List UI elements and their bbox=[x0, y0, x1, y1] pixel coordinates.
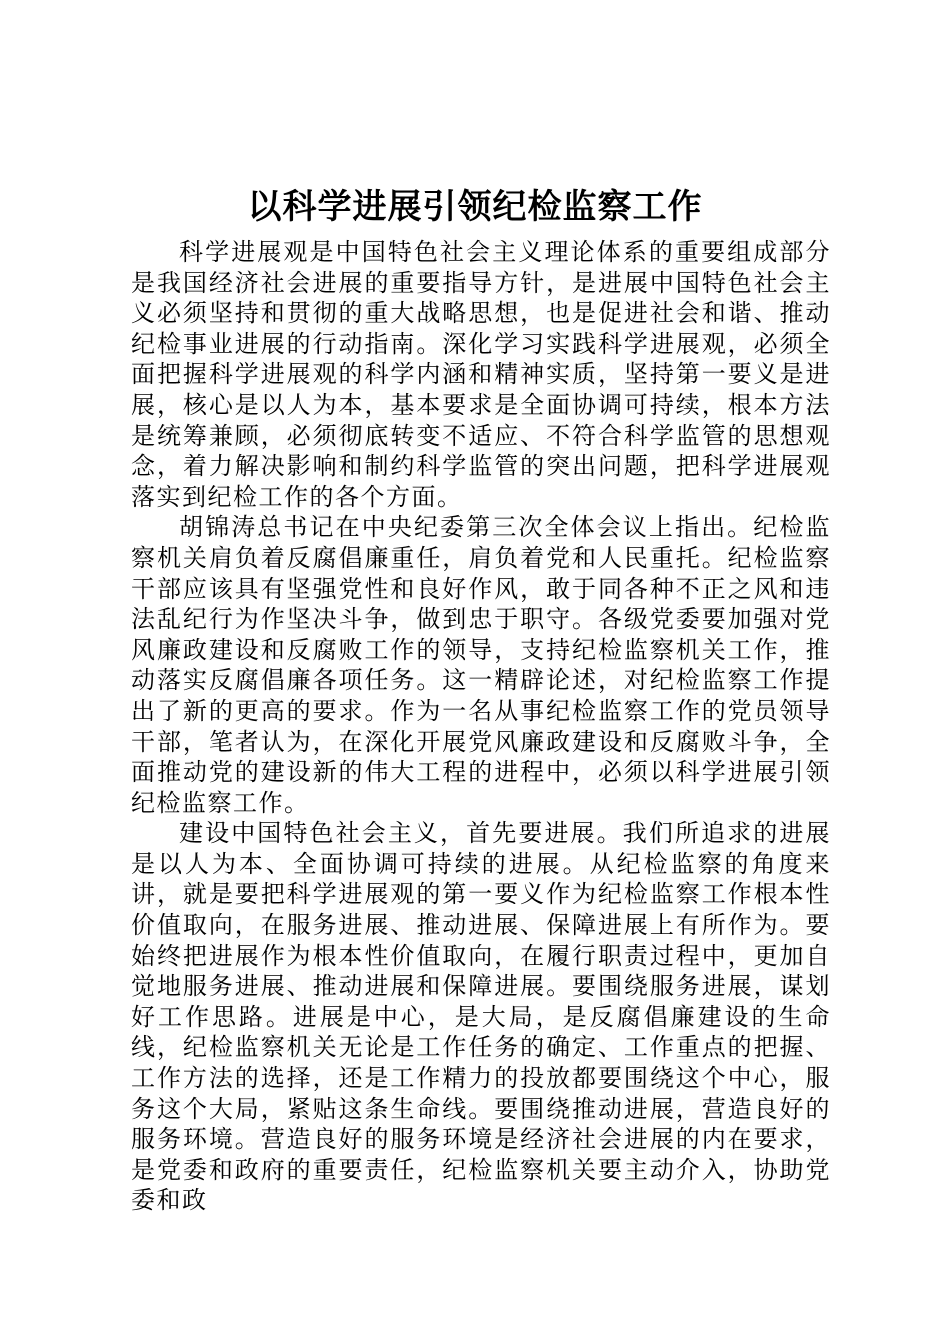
paragraph-2: 胡锦涛总书记在中央纪委第三次全体会议上指出。纪检监察机关肩负着反腐倡廉重任，肩负着党和人民重托。纪检监察干部应该具有坚强党性和良好作风，敢于同各种不正之风和违法乱纪行为作坚决斗争，做到忠于职守。各级党委要加强对党风廉政建设和反腐败工作的领导，支持纪检监察机关工作，推动落实反腐倡廉各项任务。这一精辟论述，对纪检监察工作提出了新的更高的要求。作为一名从事纪检监察工作的党员领导干部，笔者认为，在深化开展党风廉政建设和反腐败斗争，全面推动党的建设新的伟大工程的进程中，必须以科学进展引领纪检监察工作。 bbox=[131, 513, 831, 817]
paragraph-3: 建设中国特色社会主义，首先要进展。我们所追求的进展是以人为本、全面协调可持续的进展。从纪检监察的角度来讲，就是要把科学进展观的第一要义作为纪检监察工作根本性价值取向，在服务进展、推动进展、保障进展上有所作为。要始终把进展作为根本性价值取向，在履行职责过程中，更加自觉地服务进展、推动进展和保障进展。要围绕服务进展，谋划好工作思路。进展是中心，是大局，是反腐倡廉建设的生命线，纪检监察机关无论是工作任务的确定、工作重点的把握、工作方法的选择，还是工作精力的投放都要围绕这个中心，服务这个大局，紧贴这条生命线。要围绕推动进展，营造良好的服务环境。营造良好的服务环境是经济社会进展的内在要求，是党委和政府的重要责任，纪检监察机关要主动介入，协助党委和政 bbox=[131, 819, 831, 1215]
document-body bbox=[131, 237, 831, 1216]
paragraph-1: 科学进展观是中国特色社会主义理论体系的重要组成部分是我国经济社会进展的重要指导方针，是进展中国特色社会主义必须坚持和贯彻的重大战略思想，也是促进社会和谐、推动纪检事业进展的行动指南。深化学习实践科学进展观，必须全面把握科学进展观的科学内涵和精神实质，坚持第一要义是进展，核心是以人为本，基本要求是全面协调可持续，根本方法是统筹兼顾，必须彻底转变不适应、不符合科学监管的思想观念，着力解决影响和制约科学监管的突出问题，把科学进展观落实到纪检工作的各个方面。 bbox=[131, 238, 831, 511]
document-title: 以科学进展引领纪检监察工作 bbox=[247, 187, 703, 227]
